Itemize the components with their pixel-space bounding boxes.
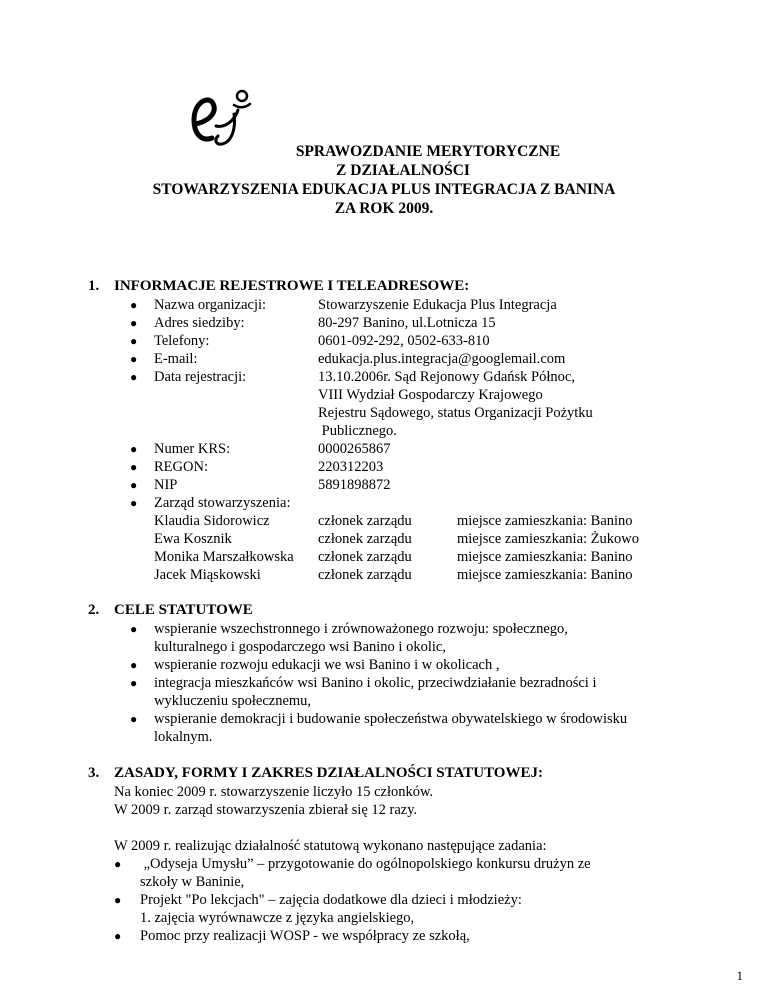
field-label: Adres siedziby: xyxy=(154,315,245,331)
board-residence: miejsce zamieszkania: Banino xyxy=(457,513,633,529)
field-value: VIII Wydział Gospodarczy Krajowego xyxy=(318,387,543,403)
bullet: ● xyxy=(130,676,138,690)
board-name: Jacek Miąskowski xyxy=(154,567,261,583)
bullet: ● xyxy=(130,352,138,366)
field-value: 80-297 Banino, ul.Lotnicza 15 xyxy=(318,315,496,331)
board-name: Monika Marszałkowska xyxy=(154,549,294,565)
page-number: 1 xyxy=(736,968,743,983)
bullet: ● xyxy=(130,622,138,636)
bullet: ● xyxy=(114,857,122,871)
board-residence: miejsce zamieszkania: Banino xyxy=(457,549,633,565)
bullet: ● xyxy=(114,893,122,907)
title-line-4: ZA ROK 2009. xyxy=(334,200,434,217)
section1-heading-text: INFORMACJE REJESTROWE I TELEADRESOWE: xyxy=(114,278,470,294)
paragraph: W 2009 r. realizując działalność statutową wykonano następujące zadania: xyxy=(114,838,547,854)
field-label: Telefony: xyxy=(154,333,210,349)
field-value: 13.10.2006r. Sąd Rejonowy Gdańsk Północ, xyxy=(318,369,575,385)
list-item: lokalnym. xyxy=(154,729,213,745)
bullet: ● xyxy=(130,298,138,312)
title-line-2: Z DZIAŁALNOŚCI xyxy=(336,162,470,179)
list-item: 1. zajęcia wyrównawcze z języka angielskiego, xyxy=(140,910,415,926)
field-label: Numer KRS: xyxy=(154,441,231,457)
section2-heading-text: CELE STATUTOWE xyxy=(114,602,253,618)
bullet: ● xyxy=(114,929,122,943)
board-label: Zarząd stowarzyszenia: xyxy=(154,495,291,511)
board-name: Ewa Kosznik xyxy=(154,531,232,547)
list-item: integracja mieszkańców wsi Banino i okolic, przeciwdziałanie bezradności i xyxy=(154,675,597,691)
field-label: NIP xyxy=(154,477,178,493)
field-value: 5891898872 xyxy=(318,477,391,493)
bullet: ● xyxy=(130,712,138,726)
bullet: ● xyxy=(130,316,138,330)
section2-number: 2. xyxy=(88,602,100,618)
board-role: członek zarządu xyxy=(318,513,412,529)
field-value: 0000265867 xyxy=(318,441,391,457)
paragraph: Na koniec 2009 r. stowarzyszenie liczyło 15 członków. xyxy=(114,784,434,800)
list-item: „Odyseja Umysłu” – przygotowanie do ogólnopolskiego konkursu drużyn ze xyxy=(140,856,591,872)
field-value: Stowarzyszenie Edukacja Plus Integracja xyxy=(318,297,557,313)
section1-number: 1. xyxy=(88,278,100,294)
field-value: 0601-092-292, 0502-633-810 xyxy=(318,333,490,349)
bullet: ● xyxy=(130,460,138,474)
list-item: szkoły w Baninie, xyxy=(140,874,245,890)
list-item: wspieranie rozwoju edukacji we wsi Banino i w okolicach , xyxy=(154,657,500,673)
ep-logo-icon xyxy=(190,88,252,150)
list-item: wykluczeniu społecznemu, xyxy=(154,693,312,709)
list-item: wspieranie demokracji i budowanie społeczeństwa obywatelskiego w środowisku xyxy=(154,711,628,727)
bullet: ● xyxy=(130,658,138,672)
board-name: Klaudia Sidorowicz xyxy=(154,513,270,529)
board-role: członek zarządu xyxy=(318,549,412,565)
list-item: Pomoc przy realizacji WOSP - we współpracy ze szkołą, xyxy=(140,928,470,944)
board-role: członek zarządu xyxy=(318,567,412,583)
board-role: członek zarządu xyxy=(318,531,412,547)
section3-number: 3. xyxy=(88,765,100,781)
paragraph: W 2009 r. zarząd stowarzyszenia zbierał się 12 razy. xyxy=(114,802,418,818)
board-residence: miejsce zamieszkania: Banino xyxy=(457,567,633,583)
bullet: ● xyxy=(130,478,138,492)
field-label: E-mail: xyxy=(154,351,198,367)
field-value: Rejestru Sądowego, status Organizacji Pożytku xyxy=(318,405,593,421)
list-item: Projekt "Po lekcjach" – zajęcia dodatkowe dla dzieci i młodzieży: xyxy=(140,892,522,908)
section3-heading-text: ZASADY, FORMY I ZAKRES DZIAŁALNOŚCI STATUTOWEJ: xyxy=(114,765,543,781)
field-label: REGON: xyxy=(154,459,208,475)
title-line-3: STOWARZYSZENIA EDUKACJA PLUS INTEGRACJA Z BANINA xyxy=(152,181,616,198)
field-label: Data rejestracji: xyxy=(154,369,247,385)
list-item: kulturalnego i gospodarczego wsi Banino i okolic, xyxy=(154,639,446,655)
bullet: ● xyxy=(130,496,138,510)
email-value: edukacja.plus.integracja@googlemail.com xyxy=(318,351,566,367)
title-line-1: SPRAWOZDANIE MERYTORYCZNE xyxy=(295,143,561,160)
bullet: ● xyxy=(130,334,138,348)
bullet: ● xyxy=(130,442,138,456)
list-item: wspieranie wszechstronnego i zrównoważonego rozwoju: społecznego, xyxy=(154,621,568,637)
field-value: Publicznego. xyxy=(318,423,397,439)
field-label: Nazwa organizacji: xyxy=(154,297,267,313)
field-value: 220312203 xyxy=(318,459,384,475)
board-residence: miejsce zamieszkania: Żukowo xyxy=(457,531,639,547)
bullet: ● xyxy=(130,370,138,384)
